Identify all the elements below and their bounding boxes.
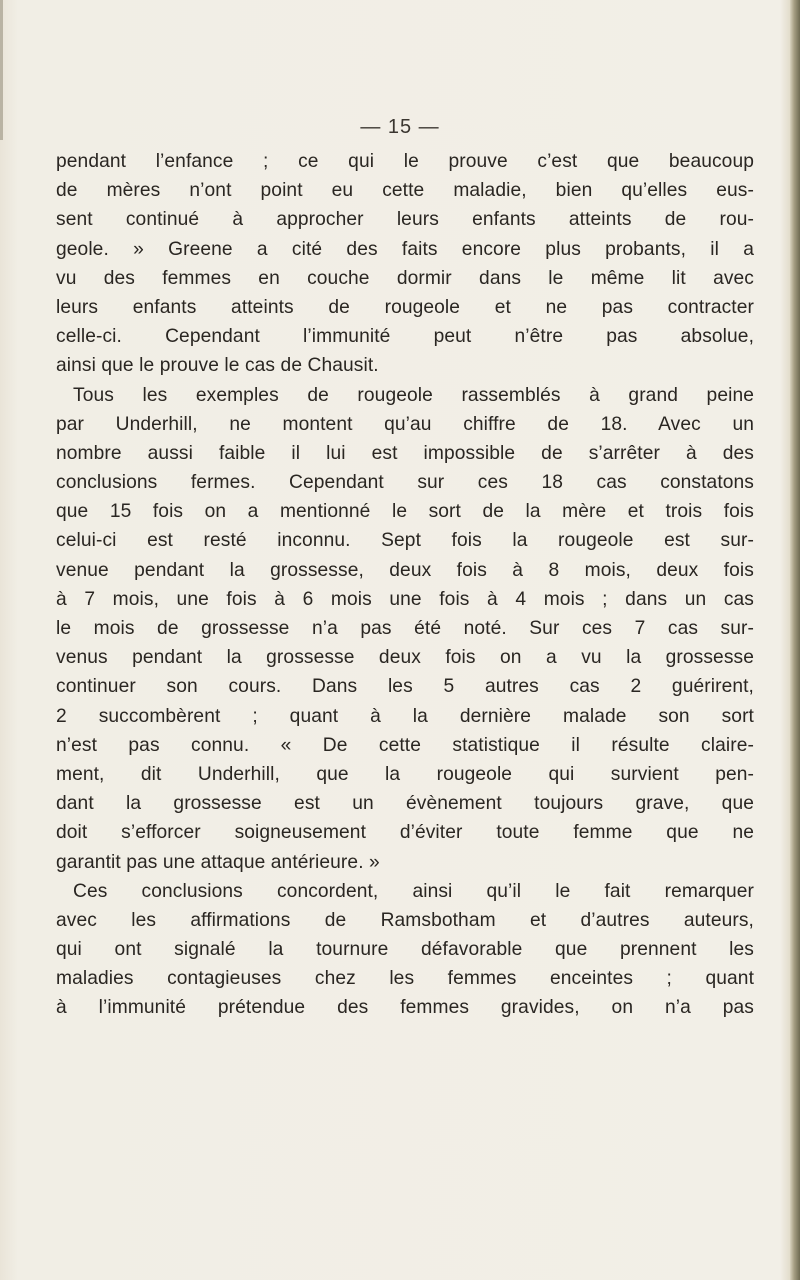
text-line: venue pendant la grossesse, deux fois à 8 mois, deux fois [56, 559, 754, 581]
text-line: doit s’efforcer soigneusement d’éviter toute femme que ne [56, 822, 754, 844]
text-line-paragraph-start: Tous les exemples de rougeole rassemblés à grand peine [73, 384, 754, 406]
text-line: ment, dit Underhill, que la rougeole qui survient pen- [56, 763, 754, 785]
text-line: conclusions fermes. Cependant sur ces 18 cas constatons [56, 472, 754, 494]
text-line: vu des femmes en couche dormir dans le même lit avec [56, 267, 754, 289]
text-line-paragraph-start: Ces conclusions concordent, ainsi qu’il le fait remarquer [73, 880, 754, 902]
text-line: continuer son cours. Dans les 5 autres cas 2 guérirent, [56, 676, 754, 698]
text-line: à 7 mois, une fois à 6 mois une fois à 4 mois ; dans un cas [56, 588, 754, 610]
text-line: venus pendant la grossesse deux fois on a vu la grossesse [56, 647, 754, 669]
text-line: le mois de grossesse n’a pas été noté. Sur ces 7 cas sur- [56, 618, 754, 639]
text-line: sent continué à approcher leurs enfants atteints de rou- [56, 209, 754, 231]
text-line: à l’immunité prétendue des femmes gravides, on n’a pas [56, 997, 754, 1019]
text-line: nombre aussi faible il lui est impossible de s’arrêter à des [56, 442, 754, 464]
text-line: qui ont signalé la tournure défavorable que prennent les [56, 939, 754, 961]
text-line-paragraph-end: garantit pas une attaque antérieure. » [56, 851, 380, 873]
page-number: — 15 — [360, 116, 440, 138]
text-line: avec les affirmations de Ramsbotham et d’autres auteurs, [56, 909, 754, 931]
text-line: que 15 fois on a mentionné le sort de la mère et trois fois [56, 501, 754, 523]
text-line: 2 succombèrent ; quant à la dernière malade son sort [56, 705, 754, 727]
text-line: leurs enfants atteints de rougeole et ne pas contracter [56, 296, 754, 318]
text-line: par Underhill, ne montent qu’au chiffre de 18. Avec un [56, 413, 754, 435]
text-line: pendant l’enfance ; ce qui le prouve c’est que beaucoup [56, 151, 754, 172]
text-line: de mères n’ont point eu cette maladie, bien qu’elles eus- [56, 180, 754, 202]
page-binding-edge [790, 0, 800, 1280]
text-line: n’est pas connu. « De cette statistique il résulte claire- [56, 734, 754, 756]
text-line: geole. » Greene a cité des faits encore plus probants, il a [56, 238, 754, 260]
text-line-paragraph-end: ainsi que le prouve le cas de Chausit. [56, 355, 379, 377]
text-line: celui-ci est resté inconnu. Sept fois la rougeole est sur- [56, 530, 754, 552]
body-text [56, 147, 754, 1023]
text-line: maladies contagieuses chez les femmes enceintes ; quant [56, 968, 754, 990]
text-line: dant la grossesse est un évènement toujours grave, que [56, 793, 754, 815]
text-line: celle-ci. Cependant l’immunité peut n’être pas absolue, [56, 326, 754, 348]
